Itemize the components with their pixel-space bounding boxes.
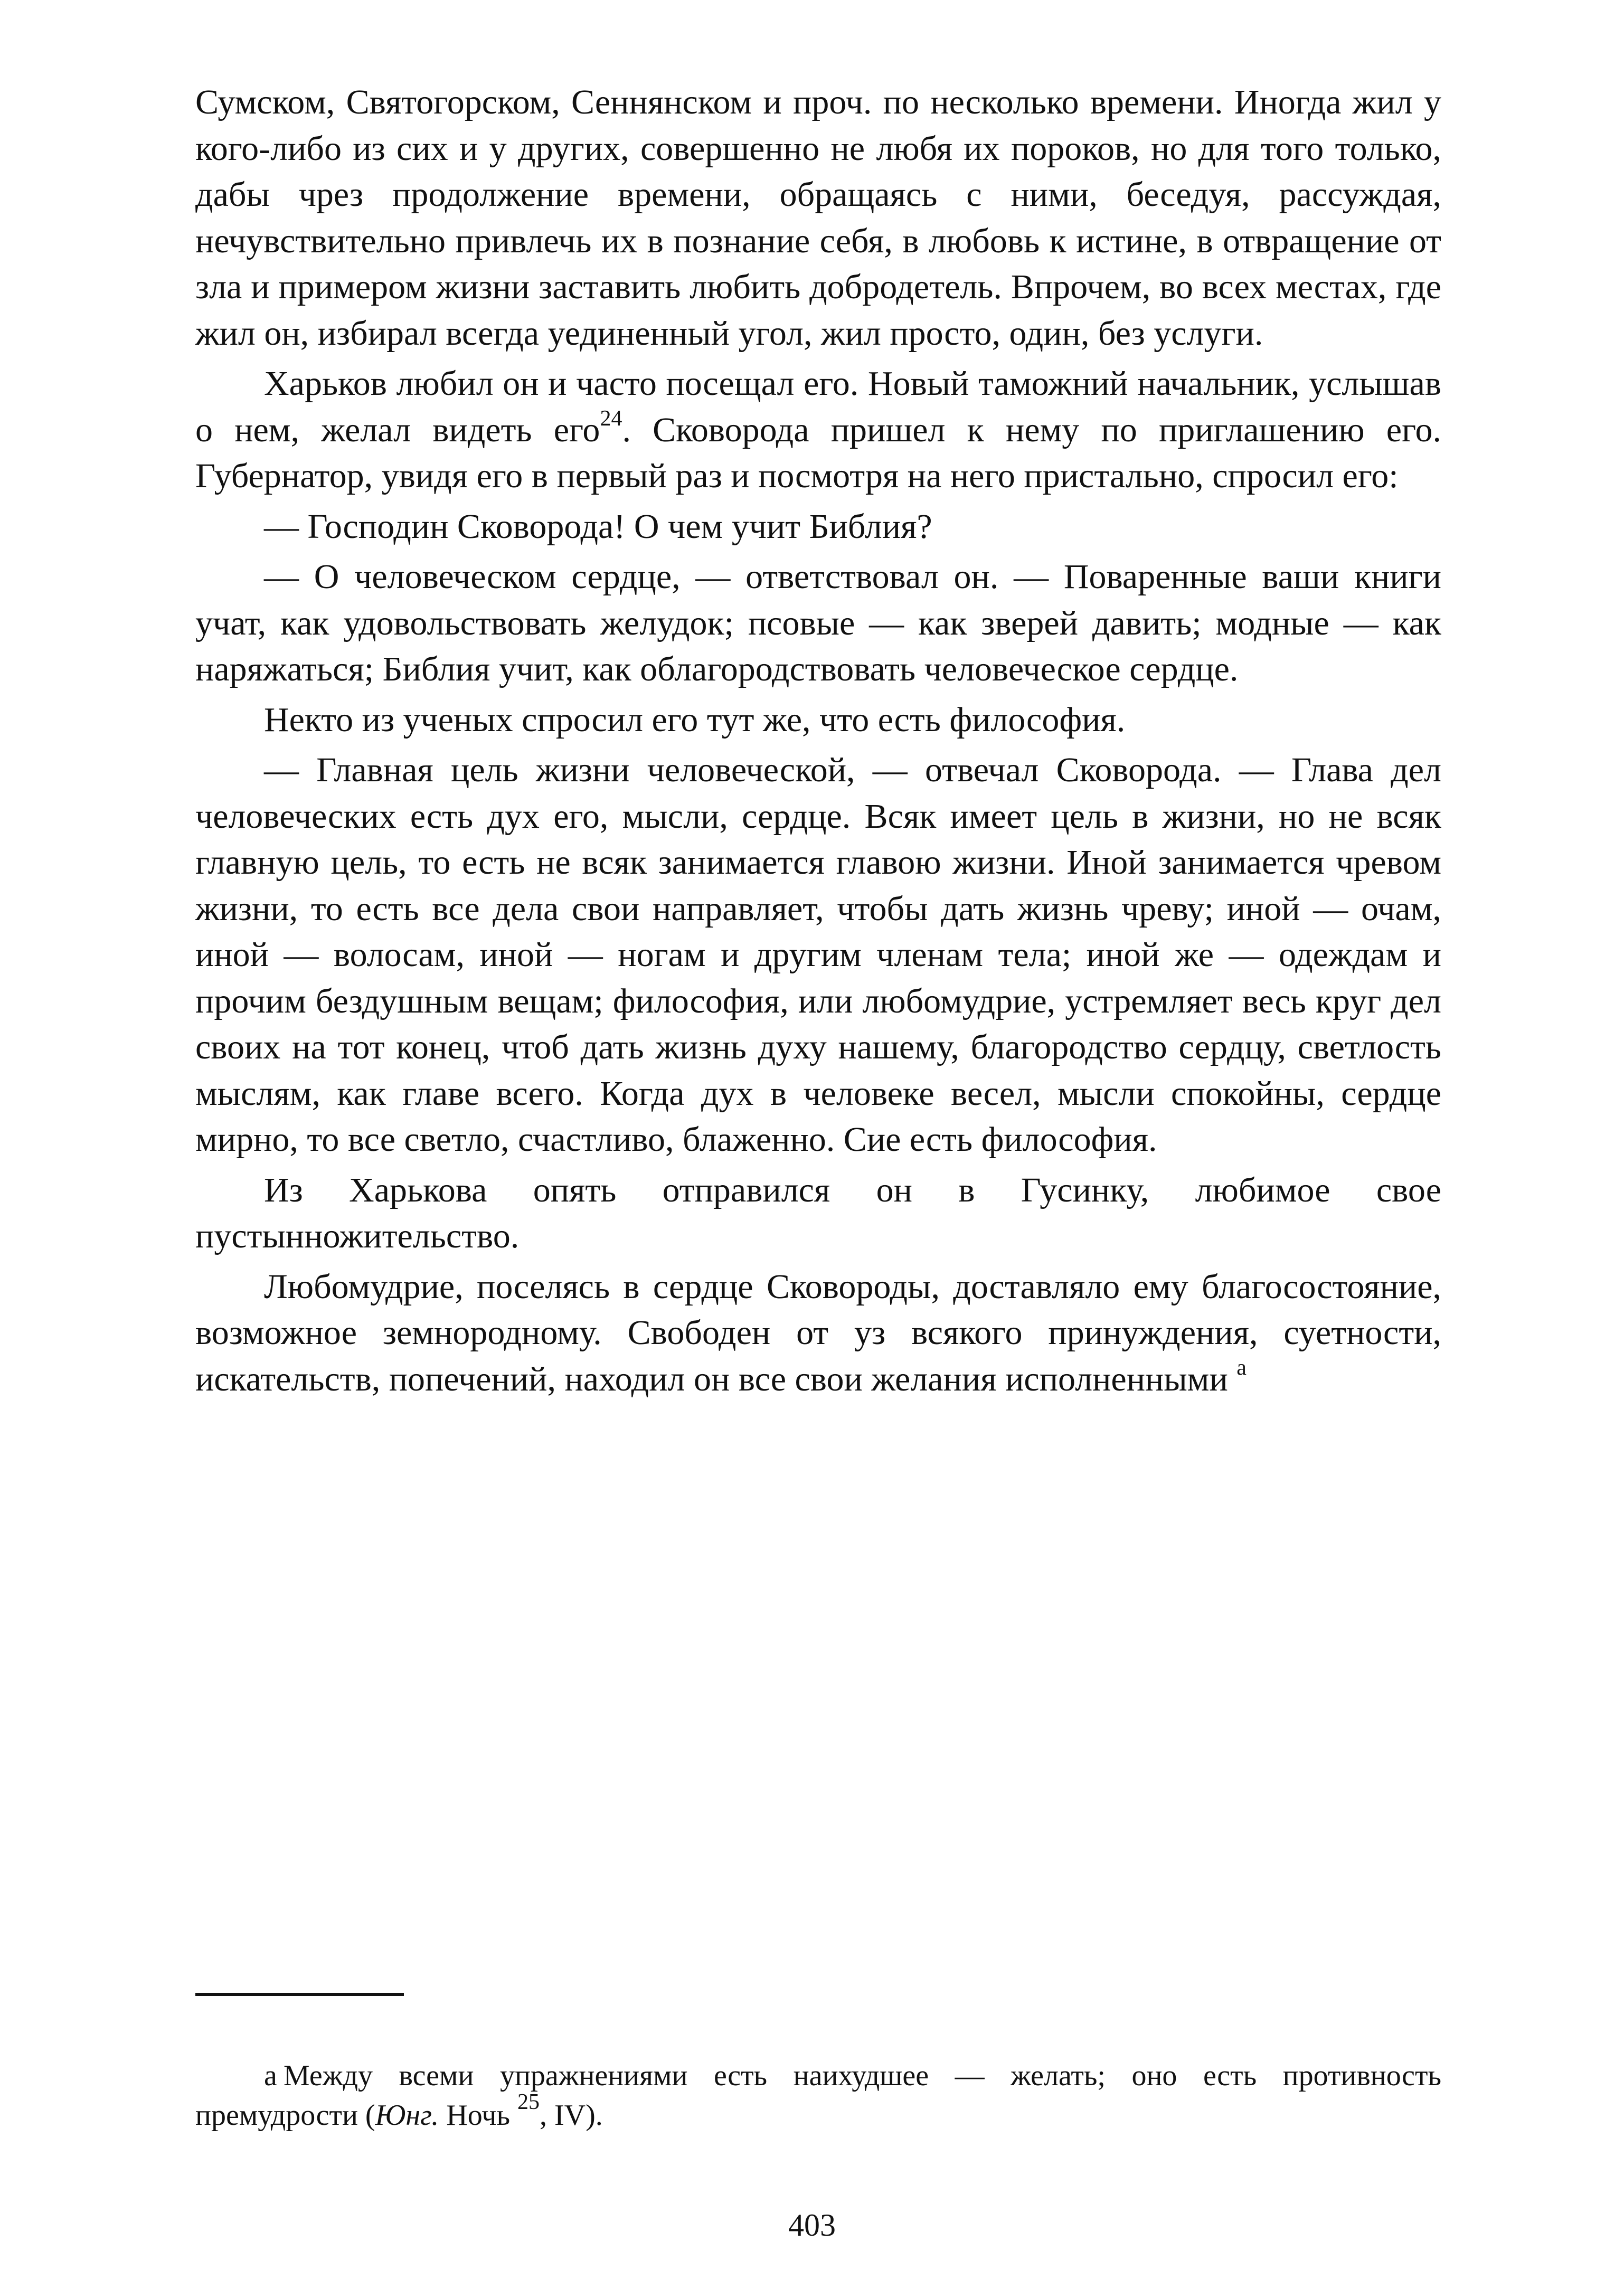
paragraph-2-text: Харьков любил он и часто посещал его. Новый таможний начальник, услышав о нем, желал видеть его [195, 364, 1441, 449]
paragraph-5 [195, 697, 1441, 743]
paragraph-1 [195, 79, 1441, 356]
paragraph-2 [195, 361, 1441, 499]
footnote-ref-24: 24 [600, 406, 622, 431]
paragraph-2-text-cont: . Сковорода пришел к нему по приглашению его. Губернатор, увидя его в первый раз и посмотря на него пристально, спросил его: [195, 410, 1442, 495]
paragraph-8-text: Любомудрие, поселясь в сердце Сковороды, доставляло ему благосостояние, возможное земнородному. Свободен от уз всякого принуждения, суетности, искательств, попечений, находил он все свои желания исполненными [195, 1267, 1441, 1398]
paragraph-3 [195, 504, 1441, 550]
paragraph-8 [195, 1264, 1441, 1403]
paragraph-4 [195, 554, 1441, 693]
footnote-divider [195, 1993, 404, 1996]
footnote-ref-a: а [1236, 1355, 1247, 1380]
paragraph-1-text: Сумском, Святогорском, Сеннянском и проч. по несколько времени. Иногда жил у кого-либо из сих и у других, совершенно не любя их пороков, но для того только, дабы чрез продолжение времени, обращаясь с ними, беседуя, рассуждая, нечувствительно привлечь их в познание себя, в любовь к истине, в отвращение от зла и примером жизни заставить любить добродетель. Впрочем, во всех местах, где жил он, избирал всегда уединенный угол, жил просто, один, без услуги. [195, 83, 1441, 353]
footnote-text: Между всеми упражнениями есть наихудшее — желать; оно есть противность премудрости ( [195, 2059, 1441, 2132]
paragraph-6-text: — Главная цель жизни человеческой, — отвечал Сковорода. — Глава дел человеческих есть дух его, мысли, сердце. Всяк имеет цель в жизни, но не всяк главную цель, то есть не всяк занимается главою жизни. Иной занимается чревом жизни, то есть все дела свои направляет, чтобы дать жизнь чреву; иной — очам, иной — волосам, иной — ногам и другим членам тела; иной же — одеждам и прочим бездушным вещам; философия, или любомудрие, устремляет весь круг дел своих на тот конец, чтоб дать жизнь духу нашему, благородство сердцу, светлость мыслям, как главе всего. Когда дух в человеке весел, мысли спокойны, сердце мирно, то все светло, счастливо, блаженно. Сие есть философия. [195, 751, 1441, 1159]
footnote [195, 2056, 1441, 2135]
paragraph-7 [195, 1167, 1441, 1260]
paragraph-4-text: — О человеческом сердце, — ответствовал он. — Поваренные ваши книги учат, как удовольствовать желудок; псовые — как зверей давить; модные — как наряжаться; Библия учит, как облагородствовать человеческое сердце. [195, 557, 1441, 688]
footnote-text-mid: Ночь [439, 2099, 510, 2132]
footnote-author: Юнг. [375, 2099, 439, 2132]
footnote-text-end: , IV). [539, 2099, 603, 2132]
page-number: 403 [788, 2208, 836, 2243]
footnote-ref-25: 25 [517, 2090, 540, 2114]
page-body [195, 79, 1441, 1402]
paragraph-5-text: Некто из ученых спросил его тут же, что есть философия. [264, 700, 1126, 739]
paragraph-6 [195, 747, 1441, 1163]
paragraph-7-text: Из Харькова опять отправился он в Гусинку, любимое свое пустынножительство. [195, 1170, 1441, 1255]
footnote-marker: а [264, 2059, 277, 2092]
paragraph-3-text: — Господин Сковорода! О чем учит Библия? [264, 507, 932, 546]
